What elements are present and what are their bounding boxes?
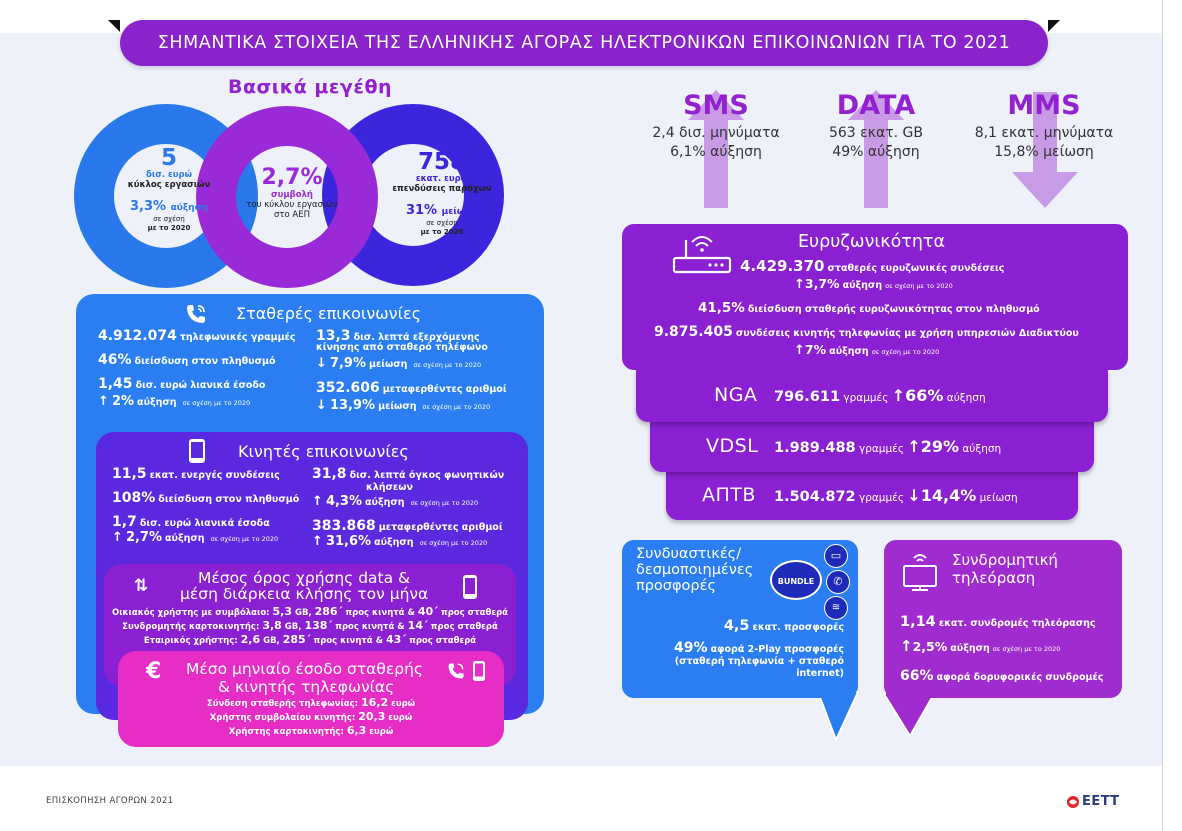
revenue-row3-unit: ευρώ: [366, 727, 394, 737]
title-fold-right: [1048, 20, 1060, 32]
left-cmp2: με το 2020: [147, 224, 191, 232]
revenue-row3: [118, 725, 504, 738]
middle-label2: στο ΑΕΠ: [274, 210, 310, 220]
mobile-bb-pct-word: αύξηση: [829, 346, 869, 357]
bar-value-line: [774, 486, 1018, 505]
middle-unit: συμβολή: [271, 190, 313, 200]
mobile-ported-label: μεταφερθέντες αριθμοί: [378, 522, 503, 533]
tv-subs-value: 1,14: [900, 614, 936, 630]
revenue-row2-label: Χρήστης συμβολαίου κινητής:: [209, 713, 359, 723]
right-pct: 31%: [405, 203, 438, 218]
tv-satellite-label: αφορά δορυφορικές συνδρομές: [936, 672, 1104, 683]
left-unit: δισ. ευρώ: [146, 170, 192, 180]
bar-label: NGA: [714, 384, 758, 406]
phone-icon: [446, 661, 466, 681]
tv-subs-pct-word: αύξηση: [950, 643, 990, 654]
row3-mid: προς κινητά &: [310, 636, 386, 646]
bar-pct: 29%: [920, 437, 960, 456]
bundle-2play-label: αφορά 2-Play προσφορές: [710, 644, 844, 655]
bar-lines-value: 1.504.872: [774, 489, 856, 505]
arrow-up-icon: ↑: [900, 637, 913, 655]
revenue-row2: [118, 711, 504, 724]
bar-lines-unit: γραμμές: [843, 392, 889, 404]
left-value: 5: [160, 145, 177, 171]
page-title: ΣΗΜΑΝΤΙΚΑ ΣΤΟΙΧΕΙΑ ΤΗΣ ΕΛΛΗΝΙΚΗΣ ΑΓΟΡΑΣ ΗΛΕΚΤΡΟΝΙΚΩΝ ΕΠΙΚΟΙΝΩΝΙΩΝ ΓΙΑ ΤΟ 2021: [120, 20, 1048, 66]
right-cmp1: σε σχέση: [426, 219, 458, 227]
revenue-row3-value: 6,3: [346, 724, 367, 737]
arrow-up-icon: ↑: [891, 386, 906, 405]
bar-lines-value: 1.989.488: [774, 440, 856, 456]
sms-line2: 6,1% αύξηση: [670, 144, 762, 160]
row1-mobile-min: 286΄: [314, 605, 343, 618]
fixed-ported-cmp: σε σχέση με το 2020: [422, 403, 491, 411]
revenue-row1-label: Σύνδεση σταθερής τηλεφωνίας:: [206, 699, 362, 709]
revenue-row2-unit: ευρώ: [385, 713, 413, 723]
right-label: επενδύσεις παρόχων: [392, 184, 492, 194]
bundle-panel: [622, 540, 858, 698]
fixed-ported-value: 352.606: [316, 380, 380, 396]
fixed-minutes-pct: 7,9%: [329, 356, 366, 371]
fixed-bb-pct: 3,7%: [804, 276, 840, 291]
bundle-offers-value: 4,5: [723, 618, 750, 634]
broadband-bar-vdsl: [650, 422, 1094, 472]
bundle-heading1: Συνδυαστικές/: [636, 546, 742, 562]
mobile-ported-pct: 31,6%: [325, 534, 372, 549]
mobile-revenue-value: 1,7: [112, 514, 137, 530]
fixed-minutes-label: δισ. λεπτά εξερχόμενης: [353, 332, 480, 343]
wifi-icon: ≋: [824, 596, 848, 620]
mobile-penetration-value: 108%: [112, 490, 156, 506]
euro-icon: €: [146, 659, 162, 684]
mobile-minutes-label2: κλήσεων: [366, 482, 413, 493]
up-down-arrows-icon: ⇅: [134, 576, 149, 596]
arrow-up-icon: ↑: [112, 530, 123, 545]
mobile-subs-label: εκατ. ενεργές συνδέσεις: [149, 470, 280, 481]
bundle-2play-value: 49%: [674, 640, 708, 656]
right-value: 758: [417, 149, 466, 175]
mobile-minutes-label: δισ. λεπτά όγκος φωνητικών: [349, 470, 505, 481]
row1-end: προς σταθερά: [438, 608, 509, 618]
data-usage-row2: [104, 620, 516, 633]
arrow-up-icon: ↑: [794, 277, 805, 292]
fixed-revenue-pct-word: αύξηση: [137, 397, 177, 408]
arrow-down-icon: ↓: [907, 486, 921, 505]
row1-unit: GB,: [292, 608, 315, 618]
mobile-minutes-pct: 4,3%: [325, 494, 362, 509]
row1-gb: 5,3: [272, 605, 293, 618]
mobile-revenue-pct: 2,7%: [125, 530, 162, 545]
left-pct-word: αύξηση: [170, 203, 208, 213]
pay-tv-panel: [884, 540, 1122, 698]
data-line2: 49% αύξηση: [832, 144, 920, 160]
tv-satellite-value: 66%: [900, 668, 934, 684]
bundle-2play-label3: internet): [796, 668, 844, 679]
mms-line1: 8,1 εκατ. μηνύματα: [974, 125, 1114, 141]
bundle-callout-tail: [818, 692, 858, 742]
row2-mid: προς κινητά &: [332, 622, 408, 632]
data-line1: 563 εκατ. GB: [828, 125, 923, 141]
basika-middle: [232, 166, 352, 220]
row2-gb: 3,8: [262, 619, 282, 632]
row1-mid: προς κινητά &: [342, 608, 418, 618]
row3-gb: 2,6: [240, 633, 261, 646]
mms-heading: MMS: [1007, 90, 1081, 121]
left-label: κύκλος εργασιών: [127, 180, 211, 190]
revenue-row1-unit: ευρώ: [388, 699, 416, 709]
bar-value-line: [774, 386, 986, 405]
mobile-phone-icon: [462, 574, 478, 600]
tv-subs-cmp: σε σχέση με το 2020: [992, 645, 1061, 653]
row3-end: προς σταθερά: [406, 636, 477, 646]
row3-label: Εταιρικός χρήστης:: [143, 636, 241, 646]
fixed-ported-label: μεταφερθέντες αριθμοί: [382, 384, 507, 395]
bb-penetration-label: διείσδυση σταθερής ευρυζωνικότητας στον πληθυσμό: [747, 304, 1040, 315]
middle-label1: του κύκλου εργασιών: [246, 200, 338, 210]
left-cmp1: σε σχέση: [153, 215, 185, 223]
eett-logo-icon: [1066, 795, 1080, 809]
bar-pct-word: αύξηση: [962, 443, 1002, 455]
mobile-minutes-cmp: σε σχέση με το 2020: [410, 499, 479, 507]
bb-penetration-value: 41,5%: [698, 300, 745, 316]
mobile-minutes-pct-word: αύξηση: [365, 497, 405, 508]
bundle-2play-label2: (σταθερή τηλεφωνία + σταθερό: [674, 656, 844, 667]
fixed-ported-pct: 13,9%: [329, 398, 376, 413]
bar-pct: 66%: [905, 386, 944, 405]
phone-icon: [184, 302, 208, 326]
fixed-bb-pct-word: αύξηση: [842, 280, 883, 291]
sms-line1: 2,4 δισ. μηνύματα: [652, 125, 780, 141]
row2-label: Συνδρομητής καρτοκινητής:: [122, 622, 263, 632]
arrow-up-icon: ↑: [794, 343, 805, 358]
bundle-offers-label: εκατ. προσφορές: [752, 622, 844, 633]
mobile-revenue-pct-word: αύξηση: [165, 533, 205, 544]
arrow-down-icon: ↓: [316, 398, 327, 413]
row3-fixed-min: 43΄: [385, 633, 407, 646]
row1-label: Οικιακός χρήστης με συμβόλαιο:: [111, 608, 273, 618]
revenue-heading2: & κινητής τηλεφωνίας: [218, 678, 395, 696]
arrow-up-icon: ↑: [907, 437, 921, 456]
mobile-penetration-label: διείσδυση στον πληθυσμό: [158, 494, 300, 505]
row3-unit: GB,: [260, 636, 283, 646]
broadband-heading: Ευρυζωνικότητα: [798, 232, 946, 252]
fixed-revenue-cmp: σε σχέση με το 2020: [182, 399, 251, 407]
mobile-ported-pct-word: αύξηση: [374, 537, 414, 548]
data-usage-heading2: μέση διάρκεια κλήσης τον μήνα: [180, 585, 429, 603]
row2-end: προς σταθερά: [427, 622, 498, 632]
footer-text: ΕΠΙΣΚΟΠΗΣΗ ΑΓΟΡΩΝ 2021: [46, 796, 174, 806]
row1-fixed-min: 40΄: [417, 605, 439, 618]
bar-pct: 14,4%: [920, 486, 977, 505]
data-heading: DATA: [836, 90, 916, 121]
bar-label: VDSL: [706, 435, 759, 457]
data-usage-heading1: Μέσος όρος χρήσης data &: [198, 569, 411, 587]
revenue-row3-label: Χρήστης καρτοκινητής:: [228, 727, 347, 737]
arrow-down-icon: ↓: [316, 356, 327, 371]
bundle-heading3: προσφορές: [636, 578, 716, 594]
fixed-minutes-label2: κίνησης από σταθερό τηλέφωνο: [316, 342, 488, 353]
phone-icon: ✆: [826, 570, 850, 594]
bundle-badge: BUNDLE: [770, 560, 822, 600]
fixed-minutes-pct-word: μείωση: [369, 359, 408, 370]
fixed-revenue-label: δισ. ευρώ λιανικά έσοδο: [135, 380, 266, 391]
mobile-ported-cmp: σε σχέση με το 2020: [419, 539, 488, 547]
fixed-bb-label: σταθερές ευρυζωνικές συνδέσεις: [827, 263, 1005, 274]
fixed-penetration-value: 46%: [98, 352, 132, 368]
pay-tv-heading2: τηλεόραση: [952, 569, 1036, 587]
mobile-bb-value: 9.875.405: [654, 324, 733, 340]
data-usage-row3: [104, 634, 516, 647]
row3-mobile-min: 285΄: [282, 633, 311, 646]
fixed-bb-value: 4.429.370: [740, 257, 825, 275]
fixed-comms-heading: Σταθερές επικοινωνίες: [236, 304, 422, 323]
basika-heading: Βασικά μεγέθη: [227, 76, 393, 98]
tv-icon: [902, 552, 938, 592]
basika-right: [386, 150, 498, 237]
fixed-minutes-value: 13,3: [316, 328, 351, 344]
title-fold-left: [108, 20, 120, 32]
revenue-heading1: Μέσο μηνιαίο έσοδο σταθερής: [186, 660, 424, 678]
eett-logo: ΕΕΤΤ: [1082, 794, 1120, 809]
revenue-panel: [118, 651, 504, 747]
broadband-panel: [622, 224, 1128, 370]
bar-label: ΑΠΤΒ: [702, 484, 756, 506]
bar-lines-unit: γραμμές: [858, 492, 904, 504]
mms-line2: 15,8% μείωση: [994, 144, 1094, 160]
page-edge-line: [1162, 0, 1163, 831]
tv-subs-label: εκατ. συνδρομές τηλεόρασης: [938, 618, 1096, 629]
arrow-up-icon: ↑: [312, 534, 323, 549]
bundle-heading2: δεσμοποιημένες: [636, 562, 754, 578]
mobile-ported-value: 383.868: [312, 518, 376, 534]
row2-unit: GB,: [281, 622, 305, 632]
bar-lines-unit: γραμμές: [858, 443, 904, 455]
tv-subs-pct: 2,5%: [912, 639, 948, 654]
pay-tv-heading1: Συνδρομητική: [952, 551, 1058, 569]
fixed-lines-label: τηλεφωνικές γραμμές: [179, 332, 296, 343]
row2-fixed-min: 14΄: [407, 619, 428, 632]
mobile-bb-cmp: σε σχέση με το 2020: [871, 348, 940, 356]
revenue-row2-value: 20,3: [358, 710, 386, 723]
bar-value-line: [774, 437, 1001, 456]
sms-heading: SMS: [683, 90, 749, 121]
fixed-penetration-label: διείσδυση στον πληθυσμό: [134, 356, 276, 367]
broadband-bar-nga: [636, 370, 1108, 422]
tv-callout-tail: [884, 694, 934, 738]
row2-mobile-min: 138΄: [304, 619, 333, 632]
basika-left: [114, 146, 224, 233]
left-pct: 3,3%: [130, 199, 167, 214]
arrow-up-icon: ↑: [98, 394, 109, 409]
mobile-minutes-value: 31,8: [312, 466, 347, 482]
right-pct-word: μείωση: [441, 207, 479, 217]
bar-pct-word: αύξηση: [946, 392, 986, 404]
broadband-bar-απτβ: [666, 472, 1078, 520]
fixed-revenue-pct: 2%: [111, 394, 135, 409]
mobile-bb-label: συνδέσεις κινητής τηλεφωνίας με χρήση υπηρεσιών Διαδικτύου: [735, 328, 1079, 339]
mobile-revenue-cmp: σε σχέση με το 2020: [210, 535, 279, 543]
router-icon: [672, 232, 732, 276]
tv-icon: ▭: [824, 544, 848, 568]
fixed-bb-cmp: σε σχέση με το 2020: [885, 282, 953, 290]
mobile-bb-pct: 7%: [804, 342, 827, 357]
mobile-phone-icon: [188, 438, 206, 464]
right-cmp2: με το 2020: [420, 228, 464, 236]
bar-lines-value: 796.611: [774, 389, 841, 405]
arrow-up-icon: ↑: [312, 494, 323, 509]
fixed-lines-value: 4.912.074: [98, 328, 177, 344]
bar-pct-word: μείωση: [979, 492, 1018, 504]
mobile-subs-value: 11,5: [112, 466, 147, 482]
fixed-ported-pct-word: μείωση: [378, 401, 417, 412]
mobile-phone-icon: [472, 660, 486, 682]
fixed-minutes-cmp: σε σχέση με το 2020: [413, 361, 482, 369]
revenue-row1: [118, 697, 504, 710]
data-usage-row1: [104, 606, 516, 619]
revenue-row1-value: 16,2: [361, 696, 389, 709]
middle-value: 2,7%: [261, 165, 323, 190]
right-unit: εκατ. ευρώ: [415, 174, 469, 184]
mobile-revenue-label: δισ. ευρώ λιανικά έσοδα: [139, 518, 270, 529]
fixed-revenue-value: 1,45: [98, 376, 133, 392]
mobile-comms-heading: Κινητές επικοινωνίες: [238, 442, 409, 461]
